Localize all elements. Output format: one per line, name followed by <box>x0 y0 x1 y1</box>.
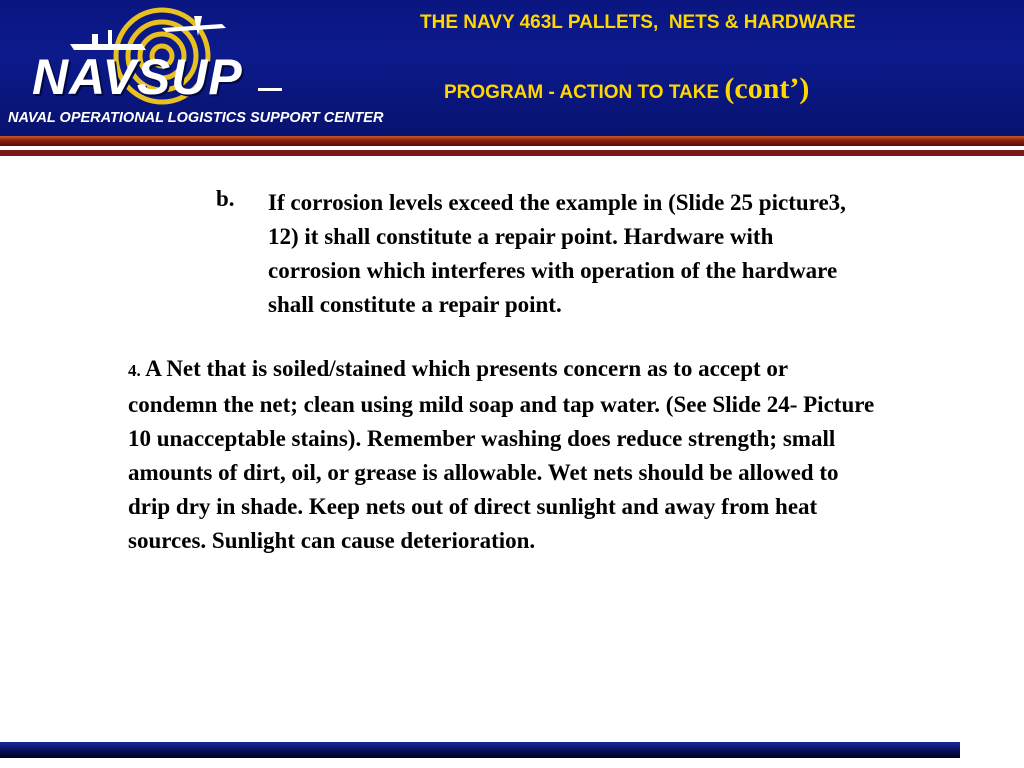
slide-header <box>0 0 1024 136</box>
navsup-logo <box>22 6 292 110</box>
footer-bar <box>0 742 960 758</box>
org-subtitle: NAVAL OPERATIONAL LOGISTICS SUPPORT CENTER <box>8 110 384 126</box>
item-b-text: If corrosion levels exceed the example in (Slide 25 picture3, 12) it shall constitute a repair point. Hardware with corrosion which interferes with operation of the hardware shall constitute a repair point. <box>268 190 846 317</box>
header-accent-bar <box>0 136 1024 146</box>
header-divider <box>0 150 1024 156</box>
logo-text: NAVSUP <box>32 49 243 105</box>
item-4-paragraph <box>128 352 878 558</box>
slide-title-line1: THE NAVY 463L PALLETS, NETS & HARDWARE <box>420 12 856 33</box>
slide-title-line2-text: PROGRAM - ACTION TO TAKE <box>444 82 725 103</box>
item-4-number: 4. <box>128 361 141 380</box>
slide-title-cont: (cont’) <box>724 72 810 105</box>
item-4-text: A Net that is soiled/stained which presents concern as to accept or condemn the net; clean using mild soap and tap water. (See Slide 24- Picture 10 unacceptable stains). Remember washing does reduce strength; small amounts of dirt, oil, or grease is allowable. Wet nets should be allowed to drip dry in shade. Keep nets out of direct sunlight and away from heat sources. Sunlight can cause deterioration. <box>128 356 875 553</box>
item-b-label: b. <box>216 186 235 211</box>
slide-title-line2 <box>444 72 809 106</box>
